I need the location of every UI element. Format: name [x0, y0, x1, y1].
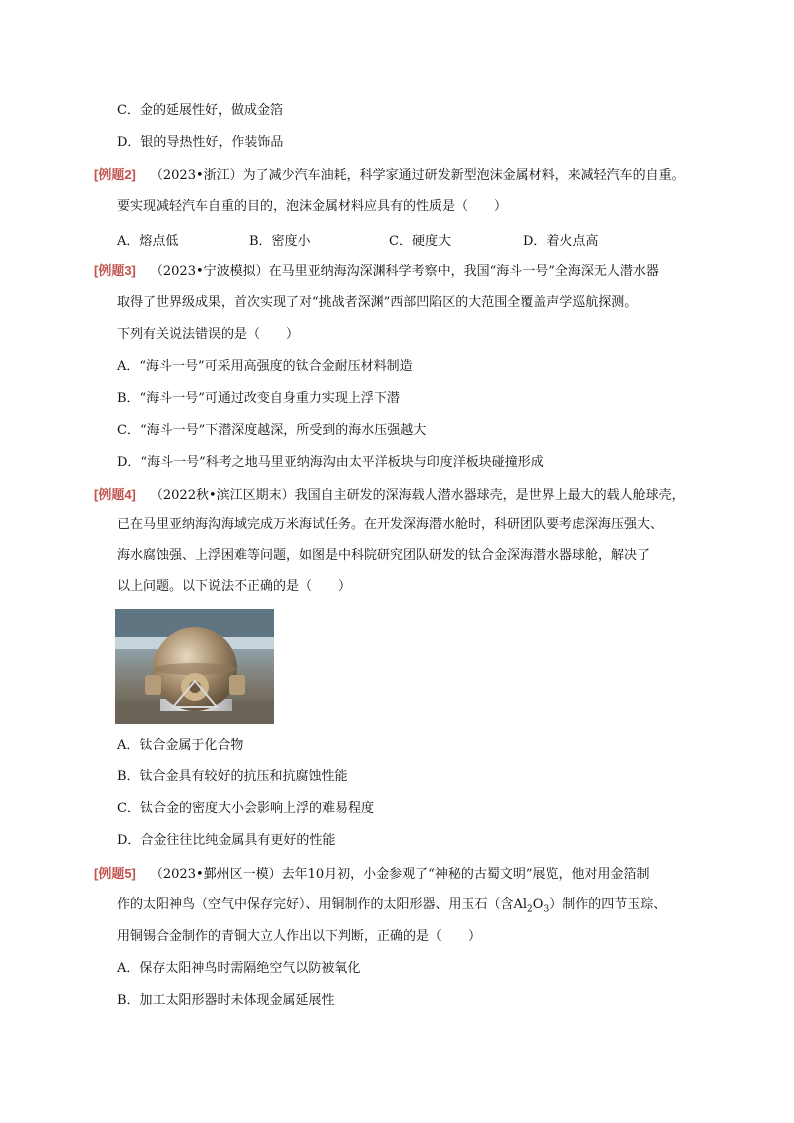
q4-option-c: C．钛合金的密度大小会影响上浮的难易程度	[117, 801, 374, 816]
q5-stem-line2-mid: O	[532, 897, 544, 912]
q3-tag: [例题3]	[94, 263, 136, 278]
q2-stem-line1: （2023•浙江）为了减少汽车油耗，科学家通过研发新型泡沫金属材料，来减轻汽车的自重。	[149, 168, 685, 183]
q4-stem-line3: 海水腐蚀强、上浮困难等问题，如图是中科院研究团队研发的钛合金深海潜水器球舱，解决了	[117, 548, 651, 563]
q5-option-b: B．加工太阳形器时未体现金属延展性	[117, 993, 335, 1008]
q3-stem-line2: 取得了世界级成果，首次实现了对“挑战者深渊”西部凹陷区的大范围全覆盖声学巡航探测。	[117, 295, 638, 310]
q3-option-b: B．“海斗一号”可通过改变自身重力实现上浮下潜	[117, 391, 400, 406]
q5-sub-3: 3	[543, 904, 550, 915]
q5-option-a: A．保存太阳神鸟时需隔绝空气以防被氧化	[117, 961, 361, 976]
q4-stem-line1: （2022秋•滨江区期末）我国自主研发的深海载人潜水器球壳，是世界上最大的载人舱球壳，	[149, 488, 685, 503]
q4-option-a: A．钛合金属于化合物	[117, 738, 244, 753]
q5-stem-line1: （2023•鄞州区一模）去年10月初，小金参观了“神秘的古蜀文明”展览，他对用金箔制	[149, 867, 650, 882]
q2-tag: [例题2]	[94, 167, 136, 182]
q4-stem-line4: 以上问题。以下说法不正确的是（ ）	[117, 579, 352, 594]
q3-stem-line3: 下列有关说法错误的是（ ）	[117, 327, 300, 342]
q5-tag: [例题5]	[94, 866, 136, 881]
q3-header	[94, 262, 659, 281]
q2-option-c: C．硬度大	[389, 234, 451, 249]
q2-option-b: B．密度小	[249, 234, 311, 249]
q4-stem-line2: 已在马里亚纳海沟海域完成万米海试任务。在开发深海潜水舱时，科研团队要考虑深海压强大、	[117, 517, 664, 532]
q4-tag: [例题4]	[94, 487, 136, 502]
q2-option-a: A．熔点低	[117, 234, 179, 249]
q1-option-d: D．银的导热性好，作装饰品	[117, 135, 284, 150]
q2-option-d: D．着火点高	[523, 234, 599, 249]
q3-option-a: A．“海斗一号”可采用高强度的钛合金耐压材料制造	[117, 359, 413, 374]
q4-option-d: D．合金往往比纯金属具有更好的性能	[117, 833, 336, 848]
titanium-sphere-photo	[115, 609, 274, 724]
q4-header	[94, 486, 685, 505]
submersible-sphere-illustration	[115, 609, 274, 724]
q2-header	[94, 166, 685, 185]
q5-header	[94, 865, 649, 884]
q1-option-c: C．金的延展性好，做成金箔	[117, 103, 283, 118]
q3-option-d: D．“海斗一号”科考之地马里亚纳海沟由太平洋板块与印度洋板块碰撞形成	[117, 455, 544, 470]
q3-option-c: C．“海斗一号”下潜深度越深，所受到的海水压强越大	[117, 423, 427, 438]
q5-stem-line2-post: ）制作的四节玉琮、	[549, 897, 667, 912]
q5-stem-line2-pre: 作的太阳神鸟（空气中保存完好）、用铜制作的太阳形器、用玉石（含Al	[117, 897, 528, 912]
q2-stem-line2: 要实现减轻汽车自重的目的，泡沫金属材料应具有的性质是（ ）	[117, 199, 508, 214]
q4-option-b: B．钛合金具有较好的抗压和抗腐蚀性能	[117, 769, 348, 784]
q5-stem-line3: 用铜锡合金制作的青铜大立人作出以下判断，正确的是（ ）	[117, 929, 482, 944]
q2-options	[117, 230, 637, 249]
q3-stem-line1: （2023•宁波模拟）在马里亚纳海沟深渊科学考察中，我国“海斗一号”全海深无人潜水器	[149, 264, 659, 279]
q5-stem-line2	[117, 896, 666, 919]
q5-sub-2: 2	[527, 904, 533, 915]
